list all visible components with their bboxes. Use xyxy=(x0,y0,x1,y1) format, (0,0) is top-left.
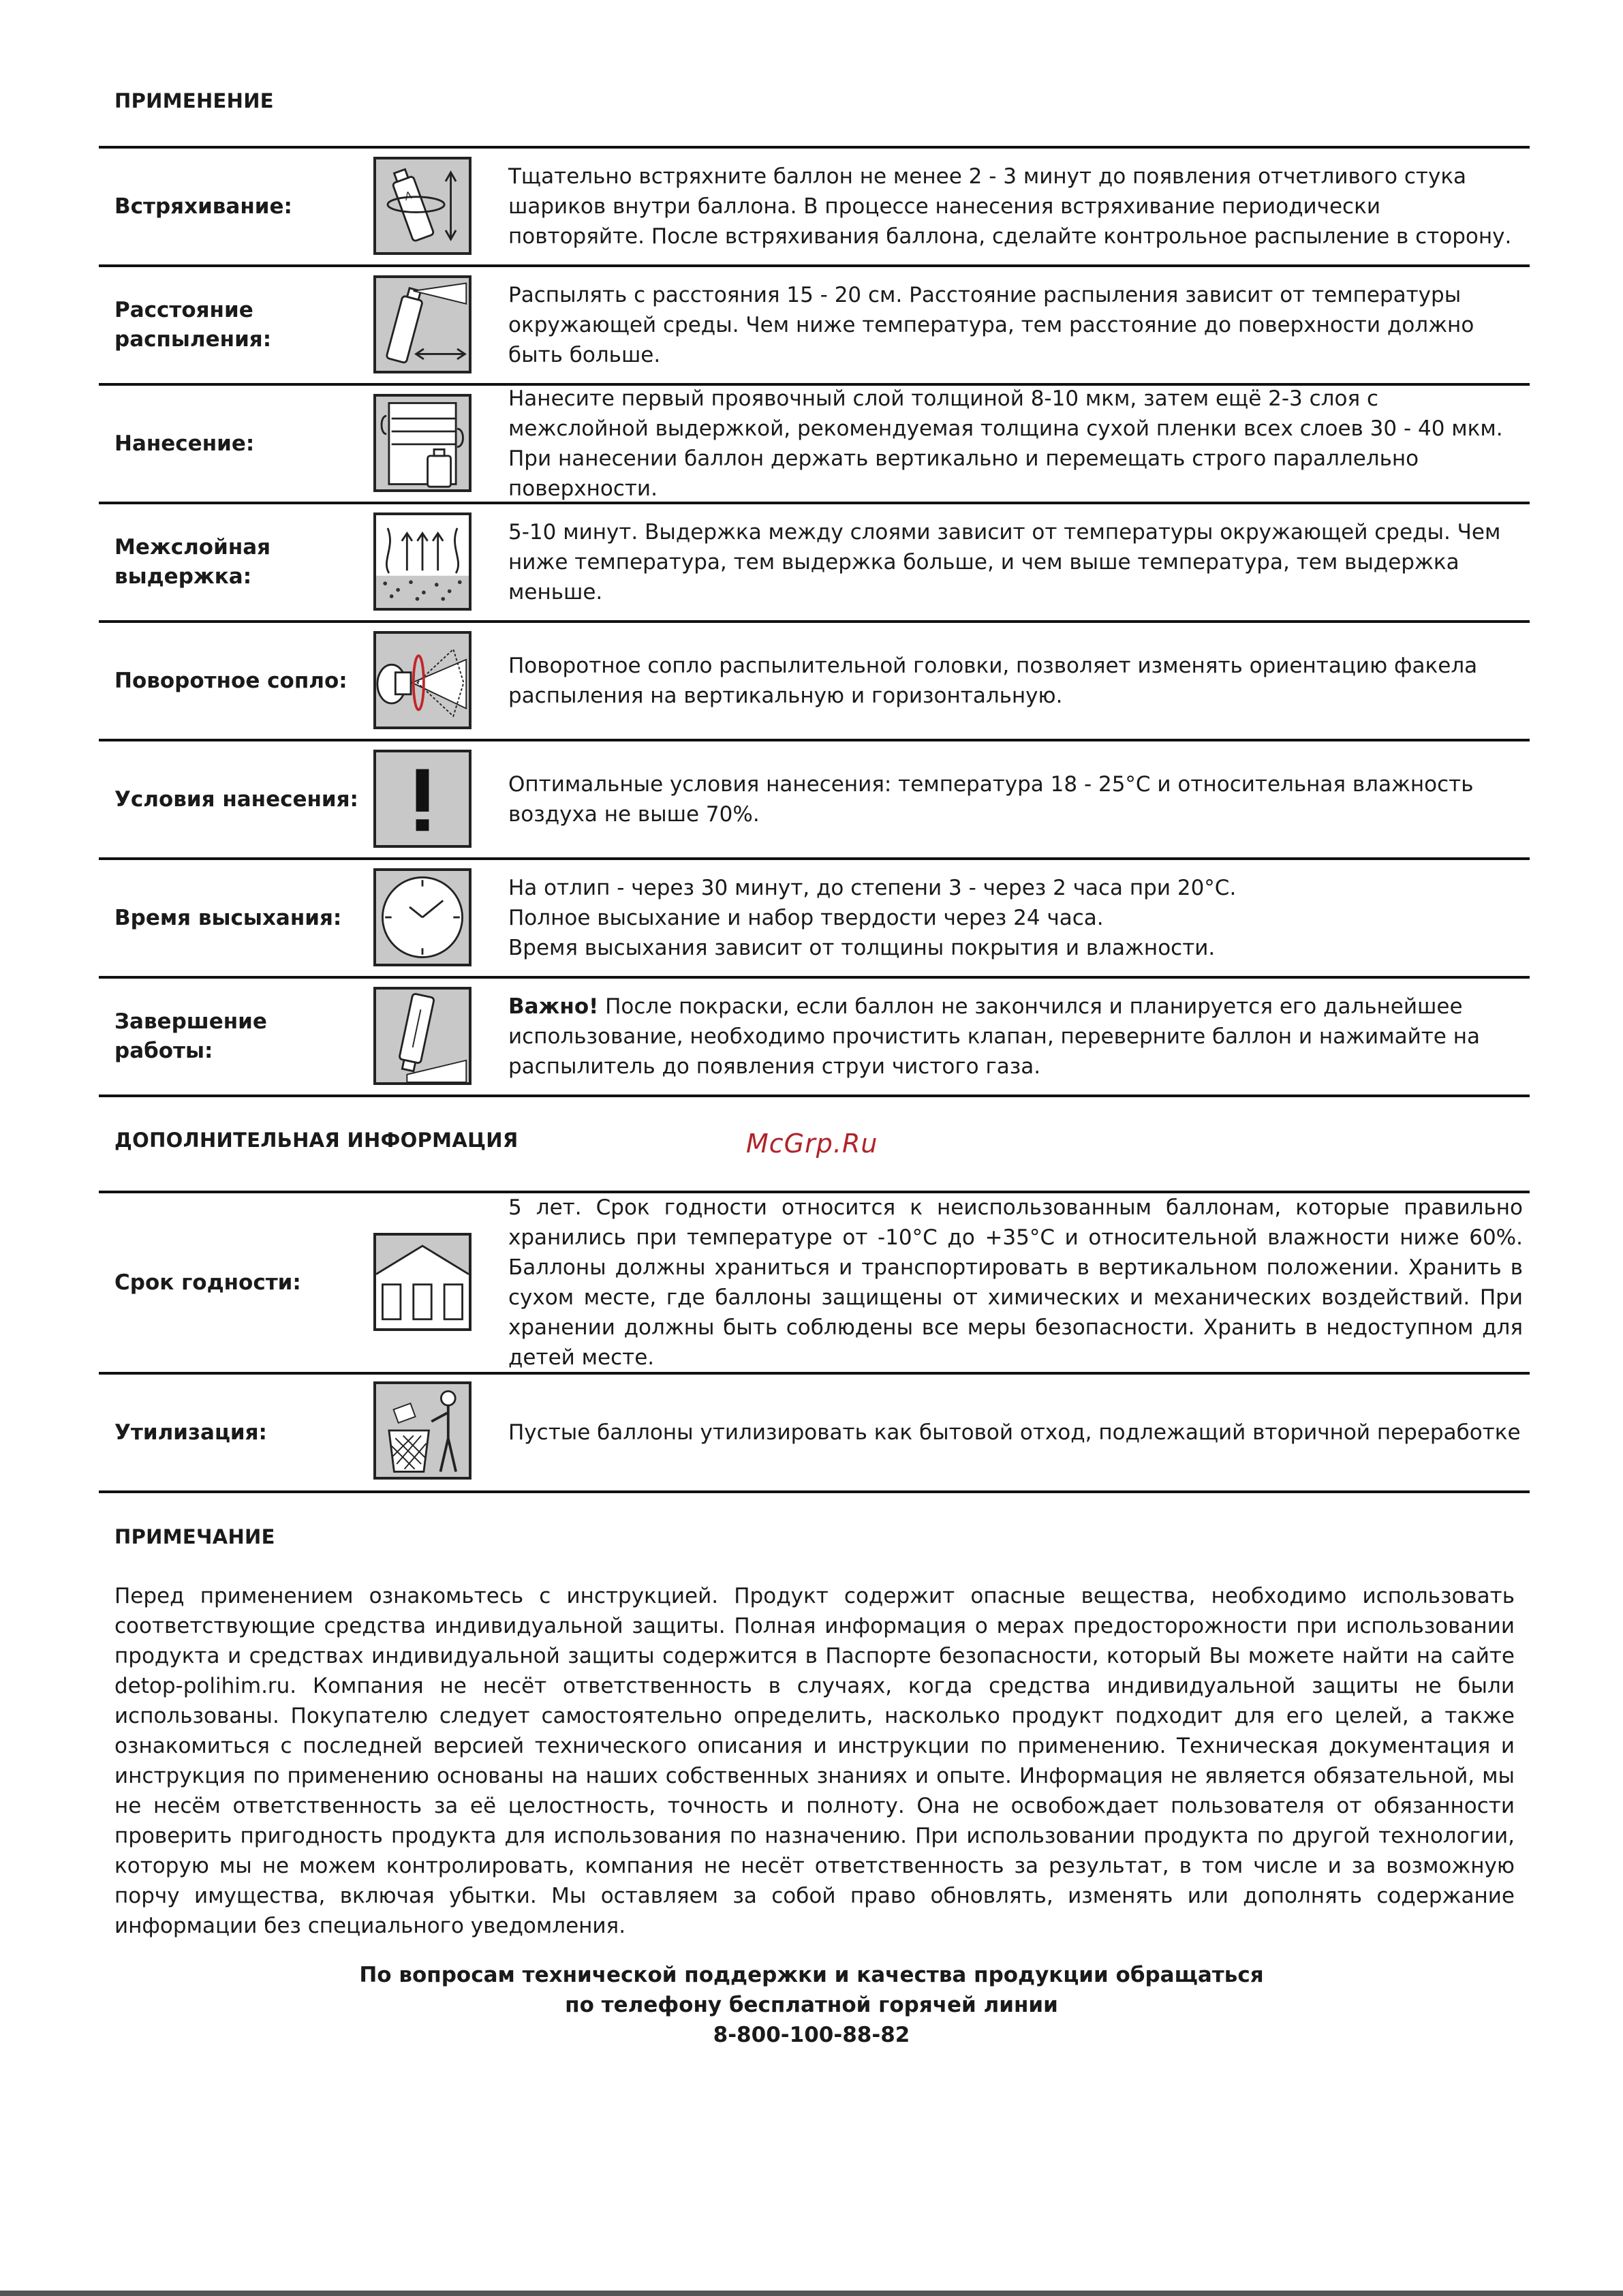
row-description xyxy=(508,979,1523,1095)
inverted-can-icon xyxy=(373,987,472,1085)
row-description: 5-10 минут. Выдержка между слоями зависит от температуры окружающей среды. Чем ниже температура, тем выдержка больше, и чем выше температура, тем выдержка меньше. xyxy=(508,520,1501,604)
rotating-nozzle-icon xyxy=(373,631,472,729)
row-label: Время высыхания: xyxy=(114,905,342,930)
row-label: Завершение работы: xyxy=(114,1009,267,1063)
row-description: 5 лет. Срок годности относится к неиспользованным баллонам, которые правильно хранились при температуре от -10°С до +35°С и относительной влажности ниже 60%. Баллоны должны храниться и транспортировать в вертикальном положении. Хранить в сухом месте, где баллоны защищены от химических и механических воздействий. При хранении должны быть соблюдены все меры безопасности. Хранить в недоступном для детей месте. xyxy=(508,1195,1523,1370)
divider xyxy=(99,1095,1530,1097)
info-row-disposal xyxy=(99,1375,1530,1490)
instruction-row-distance xyxy=(99,267,1530,383)
additional-info-heading: ДОПОЛНИТЕЛЬНАЯ ИНФОРМАЦИЯ xyxy=(114,1129,519,1152)
row-description: Поворотное сопло распылительной головки, позволяет изменять ориентацию факела распыления на вертикальную и горизонтальную. xyxy=(508,654,1478,708)
evaporation-icon xyxy=(373,512,472,611)
instruction-row-nozzle xyxy=(99,623,1530,739)
drying-line: Полное высыхание и набор твердости через 24 часа. xyxy=(508,906,1104,930)
warning-exclamation-icon xyxy=(373,750,472,848)
divider xyxy=(99,1490,1530,1493)
row-label: Срок годности: xyxy=(114,1270,301,1295)
drying-line: Время высыхания зависит от толщины покрытия и влажности. xyxy=(508,936,1216,960)
row-description: Нанесите первый проявочный слой толщиной 8-10 мкм, затем ещё 2-3 слоя с межслойной выдержкой, рекомендуемая толщина сухой пленки всех слоев 30 - 40 мкм. При нанесении баллон держать вертикально и перемещать строго параллельно поверхности. xyxy=(508,386,1503,501)
row-description: Пустые баллоны утилизировать как бытовой отход, подлежащий вторичной переработке xyxy=(508,1420,1521,1445)
hotline-phone: 8-800-100-88-82 xyxy=(713,2023,910,2047)
clock-icon xyxy=(373,868,472,966)
page-bottom-edge xyxy=(0,2291,1623,2296)
row-description: Тщательно встряхните баллон не менее 2 - 3 минут до появления отчетливого стука шариков внутри баллона. В процессе нанесения встряхивание периодически повторяйте. После встряхивания баллона, сделайте контрольное распыление в сторону. xyxy=(508,164,1512,249)
footer-line: По вопросам технической поддержки и качества продукции обращаться xyxy=(359,1963,1264,1987)
instruction-row-interlayer xyxy=(99,504,1530,620)
row-label: Встряхивание: xyxy=(114,194,292,219)
row-description: Распылять с расстояния 15 - 20 см. Расстояние распыления зависит от температуры окружающей среды. Чем ниже температура, тем расстояние до поверхности должно быть больше. xyxy=(508,283,1474,367)
row-label: Утилизация: xyxy=(114,1420,267,1445)
instruction-row-shake xyxy=(99,149,1530,264)
shake-can-icon xyxy=(373,157,472,255)
note-heading: ПРИМЕЧАНИЕ xyxy=(114,1525,275,1548)
svg-text:A: A xyxy=(403,189,414,203)
drying-line: На отлип - через 30 минут, до степени 3 - через 2 часа при 20°С. xyxy=(508,876,1237,900)
instruction-row-application xyxy=(99,386,1530,502)
instruction-row-conditions xyxy=(99,741,1530,857)
row-label: Поворотное сопло: xyxy=(114,668,347,693)
warehouse-icon xyxy=(373,1233,472,1331)
finish-text: После покраски, если баллон не закончился и планируется его дальнейшее использование, необходимо прочистить клапан, переверните баллон и нажимайте на распылитель до появления струи чистого газа. xyxy=(508,994,1480,1079)
row-description: Оптимальные условия нанесения: температура 18 - 25°С и относительная влажность воздуха не выше 70%. xyxy=(508,772,1474,827)
row-label: Межслойная выдержка: xyxy=(114,535,271,589)
application-heading: ПРИМЕНЕНИЕ xyxy=(114,89,274,112)
instruction-row-finish xyxy=(99,979,1530,1095)
spray-pattern-icon xyxy=(373,394,472,492)
support-footer xyxy=(0,1960,1623,2050)
row-description xyxy=(508,860,1523,976)
note-paragraph: Перед применением ознакомьтесь с инструкцией. Продукт содержит опасные вещества, необходимо использовать соответствующие средства индивидуальной защиты. Полная информация о мерах предосторожности при использовании продукта и средствах индивидуальной защиты содержится в Паспорте безопасности, который Вы можете найти на сайте detop-polihim.ru. Компания не несёт ответственность в случаях, когда средства индивидуальной защиты не были использованы. Покупателю следует самостоятельно определить, насколько продукт подходит для его целей, а также ознакомиться с последней версией технического описания и инструкции по применению. Техническая документация и инструкция по применению основаны на наших собственных знаниях и опыте. Информация не является обязательной, мы не несём ответственность за её целостность, точность и полноту. Она не освобождает пользователя от обязанности проверить пригодность продукта для использования по назначению. При использовании продукта по другой технологии, которую мы не можем контролировать, компания не несёт ответственность за результат, в том числе и за возможную порчу имущества, включая убытки. Мы оставляем за собой право обновлять, изменять или дополнять содержание информации без специального уведомления. xyxy=(114,1584,1515,1938)
row-label: Условия нанесения: xyxy=(114,786,358,812)
recycle-bin-icon xyxy=(373,1381,472,1480)
row-label: Расстояние распыления: xyxy=(114,298,272,352)
spray-distance-icon xyxy=(373,275,472,373)
row-label: Нанесение: xyxy=(114,431,255,456)
info-row-shelf-life xyxy=(99,1193,1530,1372)
watermark: McGrp.Ru xyxy=(746,1129,878,1159)
instruction-row-drying xyxy=(99,860,1530,976)
footer-line: по телефону бесплатной горячей линии xyxy=(565,1993,1058,2017)
important-label: Важно! xyxy=(508,994,599,1019)
